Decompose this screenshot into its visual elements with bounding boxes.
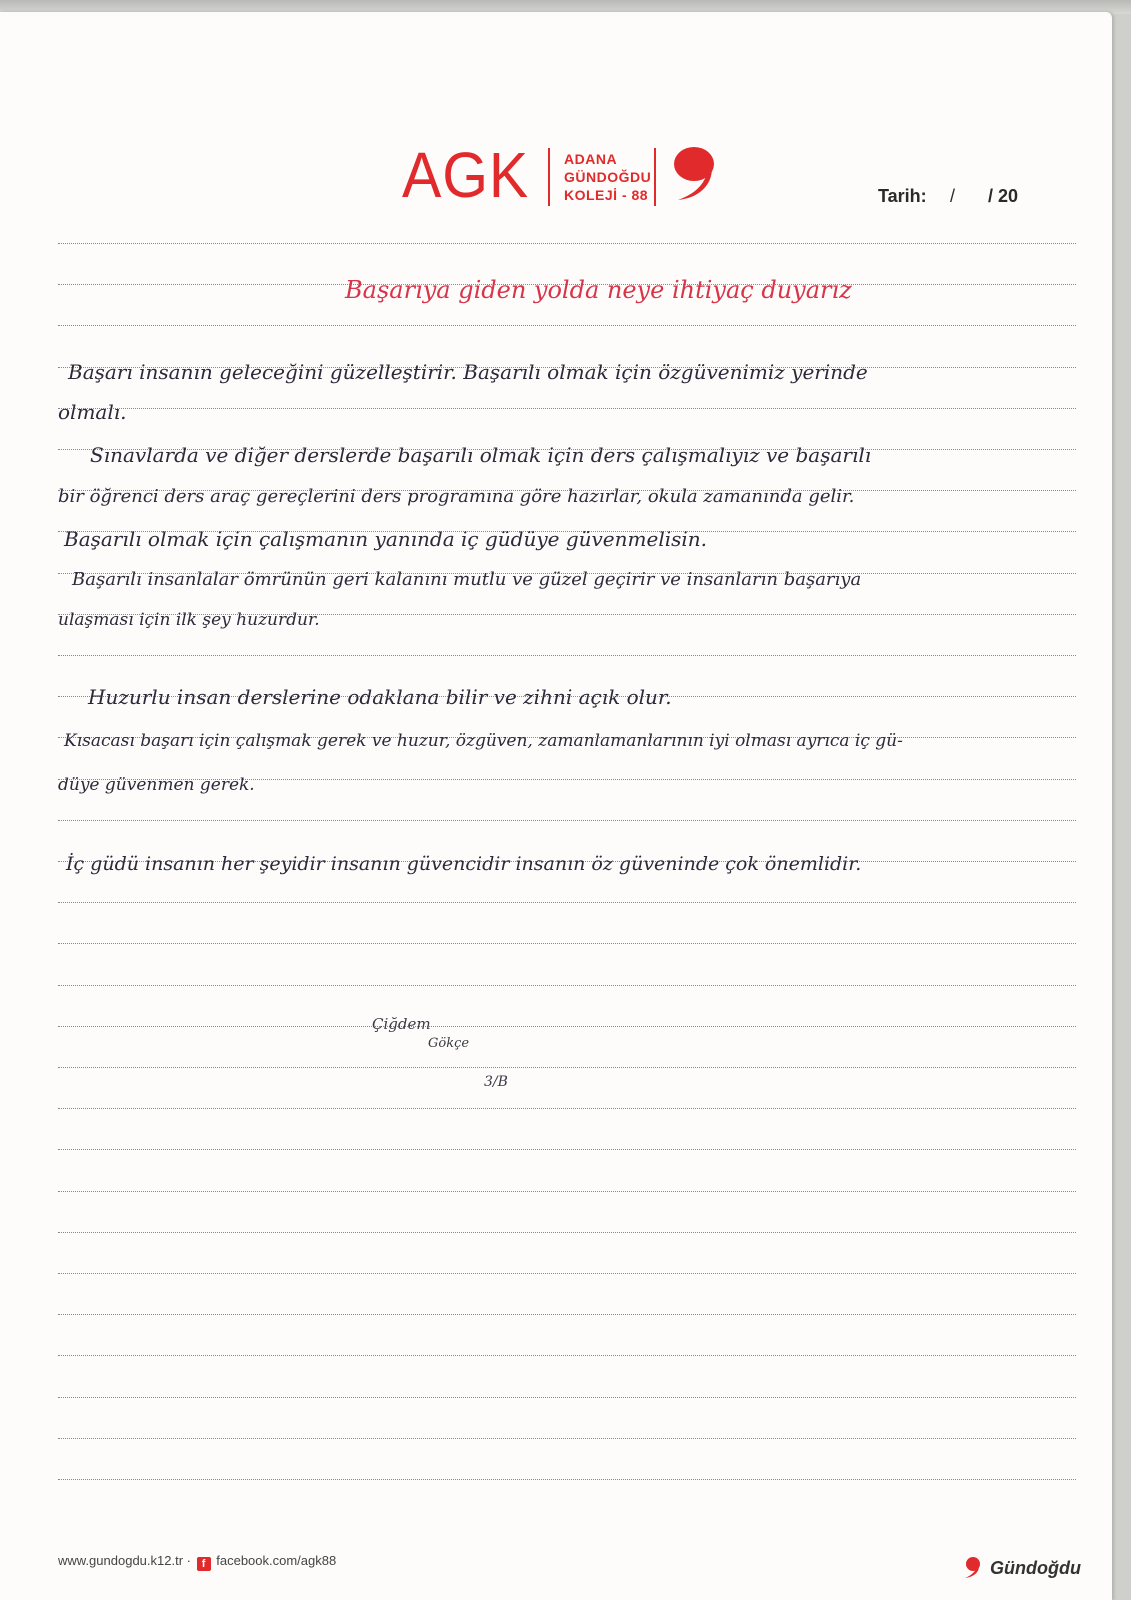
essay-line-9: Kısacası başarı için çalışmak gerek ve huzur, özgüven, zamanlamanlarının iyi olması ayrıca iç gü- — [64, 731, 903, 751]
date-separator: / — [950, 186, 956, 206]
essay-line-5: Başarılı olmak için çalışmanın yanında iç güdüye güvenmelisin. — [64, 527, 708, 551]
ruled-line — [58, 1191, 1076, 1192]
essay-line-7: ulaşması için ilk şey huzurdur. — [58, 610, 320, 630]
ruled-line — [58, 1026, 1076, 1027]
essay-line-2: olmalı. — [58, 400, 127, 424]
essay-line-3: Sınavlarda ve diğer derslerde başarılı olmak için ders çalışmalıyız ve başarılı — [90, 443, 872, 467]
ruled-line — [58, 1149, 1076, 1150]
ruled-line — [58, 1273, 1076, 1274]
sun-emblem-icon — [668, 142, 726, 202]
footer-links — [58, 1553, 336, 1571]
date-label: Tarih: — [878, 186, 927, 206]
ruled-line — [58, 1479, 1076, 1480]
signature-first-name: Çiğdem — [372, 1015, 431, 1033]
ruled-line — [58, 1438, 1076, 1439]
logo-divider — [548, 148, 550, 206]
ruled-line — [58, 985, 1076, 986]
logo-divider-2 — [654, 148, 656, 206]
essay-line-4: bir öğrenci ders araç gereçlerini ders programına göre hazırlar, okula zamanında gelir. — [58, 486, 855, 507]
school-name-line-3: KOLEJİ - 88 — [564, 187, 649, 203]
essay-line-11: İç güdü insanın her şeyidir insanın güvencidir insanın öz güveninde çok önemlidir. — [66, 853, 862, 875]
signature-last-name: Gökçe — [428, 1036, 470, 1051]
ruled-line — [58, 1232, 1076, 1233]
logo-text: AGK — [402, 139, 530, 211]
essay-line-6: Başarılı insanlalar ömrünün geri kalanını mutlu ve güzel geçirir ve insanların başarıya — [72, 569, 862, 590]
ruled-line — [58, 655, 1076, 656]
gundogdu-mark-icon — [962, 1556, 984, 1578]
ruled-line — [58, 1397, 1076, 1398]
ruled-line — [58, 243, 1076, 244]
website-link[interactable]: www.gundogdu.k12.tr — [58, 1553, 184, 1568]
essay-title: Başarıya giden yolda neye ihtiyaç duyarız — [345, 276, 852, 304]
ruled-line — [58, 1355, 1076, 1356]
essay-line-10: düye güvenmen gerek. — [58, 775, 255, 795]
school-name-line-1: ADANA — [564, 151, 618, 167]
school-name-line-2: GÜNDOĞDU — [564, 169, 652, 185]
essay-line-1: Başarı insanın geleceğini güzelleştirir. Başarılı olmak için özgüvenimiz yerinde — [68, 360, 868, 384]
ruled-line — [58, 1067, 1076, 1068]
facebook-link[interactable]: facebook.com/agk88 — [216, 1553, 337, 1568]
signature-class: 3/B — [484, 1074, 508, 1090]
footer-brand: Gündoğdu — [990, 1558, 1081, 1578]
school-name — [564, 150, 651, 204]
notebook-paper — [0, 12, 1112, 1600]
ruled-line — [58, 820, 1076, 821]
ruled-line — [58, 325, 1076, 326]
footer-separator: · — [186, 1553, 191, 1568]
ruled-line — [58, 408, 1076, 409]
essay-line-8: Huzurlu insan derslerine odaklana bilir ve zihni açık olur. — [88, 685, 672, 709]
date-year: / 20 — [988, 186, 1019, 206]
ruled-line — [58, 943, 1076, 944]
ruled-line — [58, 1314, 1076, 1315]
facebook-icon: f — [197, 1557, 211, 1571]
ruled-line — [58, 902, 1076, 903]
ruled-line — [58, 1108, 1076, 1109]
